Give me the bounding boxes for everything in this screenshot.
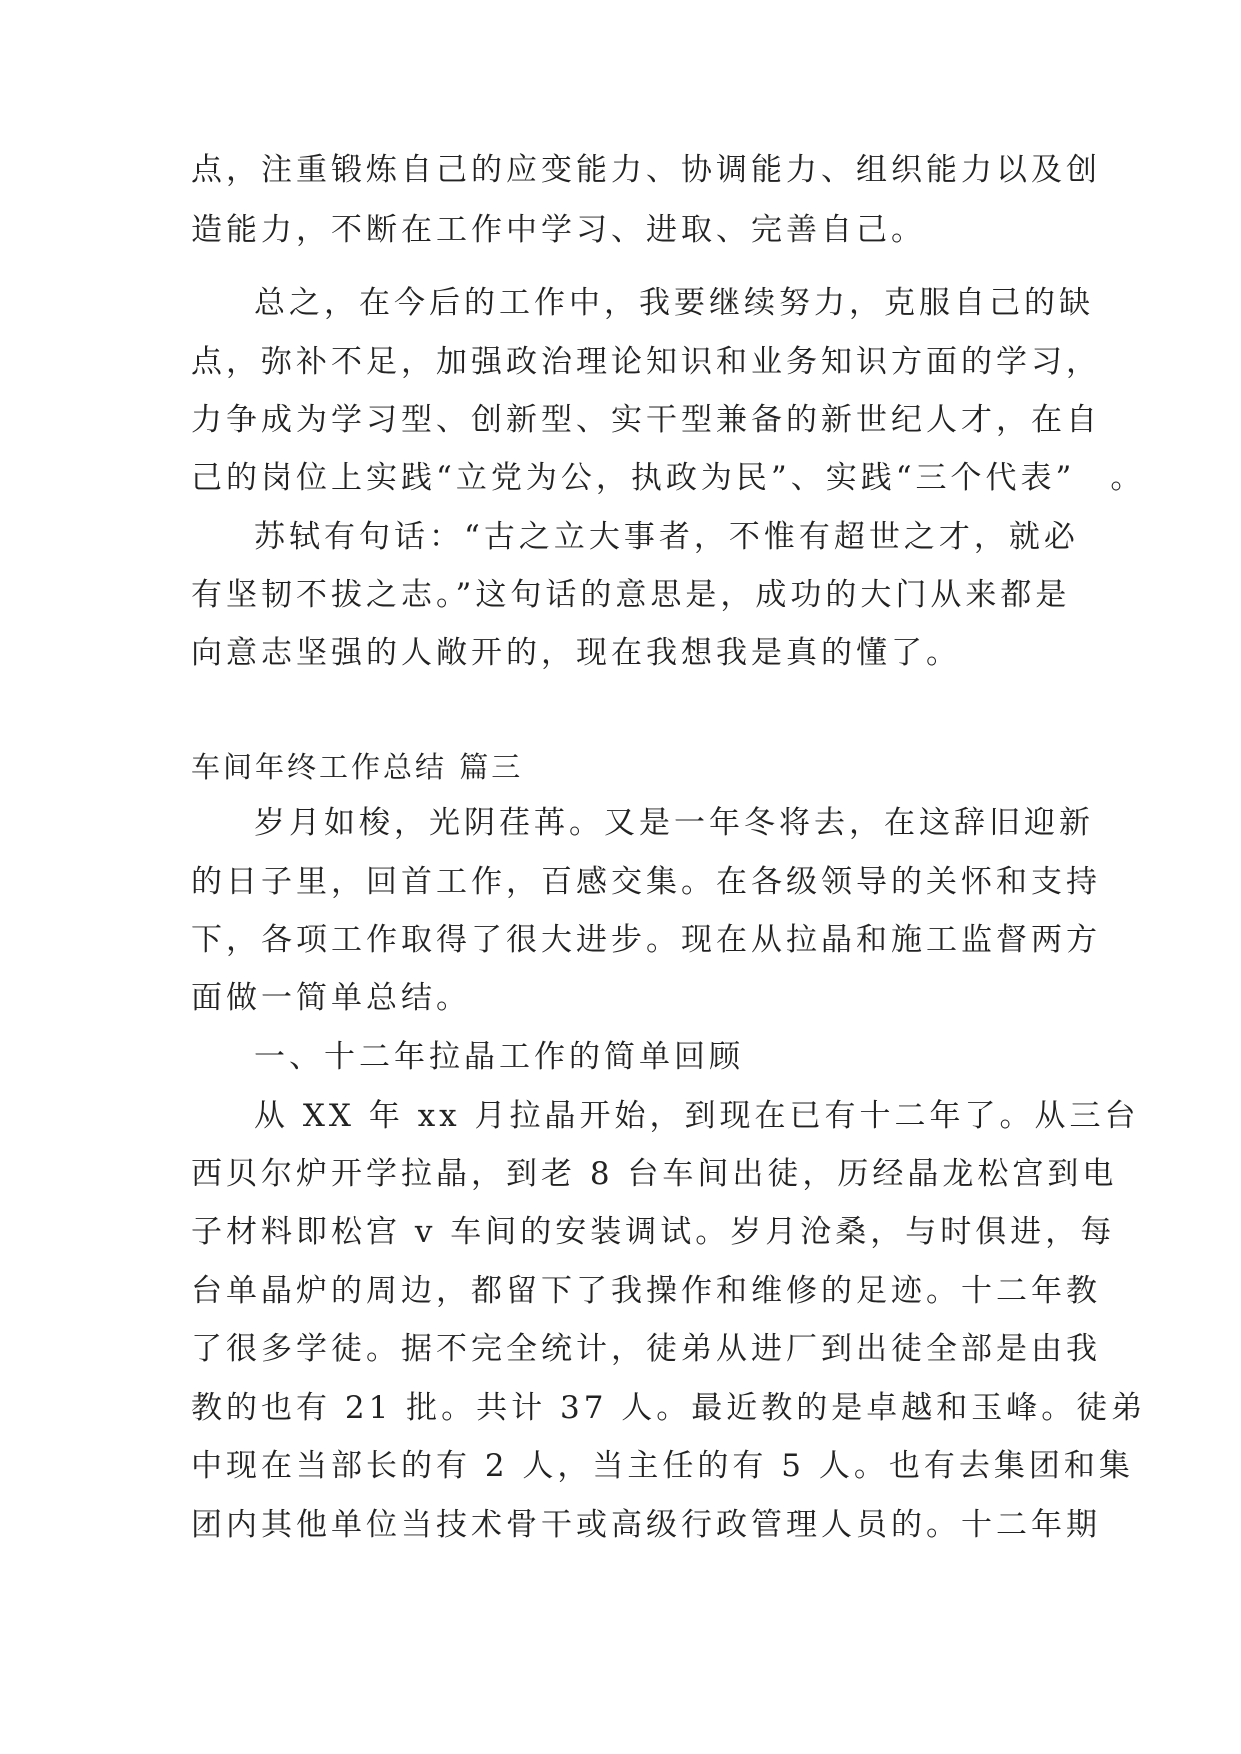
intro-line-4: 面做一简单总结。 <box>191 980 471 1016</box>
review-line-3: 子材料即松宫 v 车间的安装调试。岁月沧桑，与时俱进，每 <box>191 1214 1116 1250</box>
summary-line-2: 点，弥补不足，加强政治理论知识和业务知识方面的学习， <box>191 344 1101 380</box>
quote-line-2: 有坚韧不拔之志。”这句话的意思是，成功的大门从来都是 <box>191 577 1071 613</box>
review-line-5: 了很多学徒。据不完全统计，徒弟从进厂到出徒全部是由我 <box>191 1331 1101 1367</box>
review-line-7: 中现在当部长的有 2 人，当主任的有 5 人。也有去集团和集 <box>191 1448 1134 1484</box>
summary-line-3: 力争成为学习型、创新型、实干型兼备的新世纪人才，在自 <box>191 402 1101 438</box>
section-heading: 车间年终工作总结 篇三 <box>191 750 524 784</box>
subheading-review: 一、十二年拉晶工作的简单回顾 <box>254 1039 744 1075</box>
intro-line-2: 的日子里，回首工作，百感交集。在各级领导的关怀和支持 <box>191 864 1101 900</box>
review-line-2: 西贝尔炉开学拉晶，到老 8 台车间出徒，历经晶龙松宫到电 <box>191 1156 1118 1192</box>
review-line-1: 从 XX 年 xx 月拉晶开始，到现在已有十二年了。从三台 <box>254 1098 1140 1134</box>
continuation-line-2: 造能力，不断在工作中学习、进取、完善自己。 <box>191 212 926 248</box>
intro-line-1: 岁月如梭，光阴荏苒。又是一年冬将去，在这辞旧迎新 <box>254 805 1094 841</box>
intro-line-3: 下，各项工作取得了很大进步。现在从拉晶和施工监督两方 <box>191 922 1101 958</box>
summary-line-1: 总之，在今后的工作中，我要继续努力，克服自己的缺 <box>254 285 1094 321</box>
review-line-4: 台单晶炉的周边，都留下了我操作和维修的足迹。十二年教 <box>191 1273 1101 1309</box>
continuation-line-1: 点，注重锻炼自己的应变能力、协调能力、组织能力以及创 <box>191 152 1101 188</box>
review-line-8: 团内其他单位当技术骨干或高级行政管理人员的。十二年期 <box>191 1507 1101 1543</box>
summary-line-4: 己的岗位上实践“立党为公，执政为民”、实践“三个代表” 。 <box>191 460 1146 496</box>
quote-line-1: 苏轼有句话：“古之立大事者，不惟有超世之才，就必 <box>254 519 1079 555</box>
quote-line-3: 向意志坚强的人敞开的，现在我想我是真的懂了。 <box>191 635 961 671</box>
review-line-6: 教的也有 21 批。共计 37 人。最近教的是卓越和玉峰。徒弟 <box>191 1390 1147 1426</box>
